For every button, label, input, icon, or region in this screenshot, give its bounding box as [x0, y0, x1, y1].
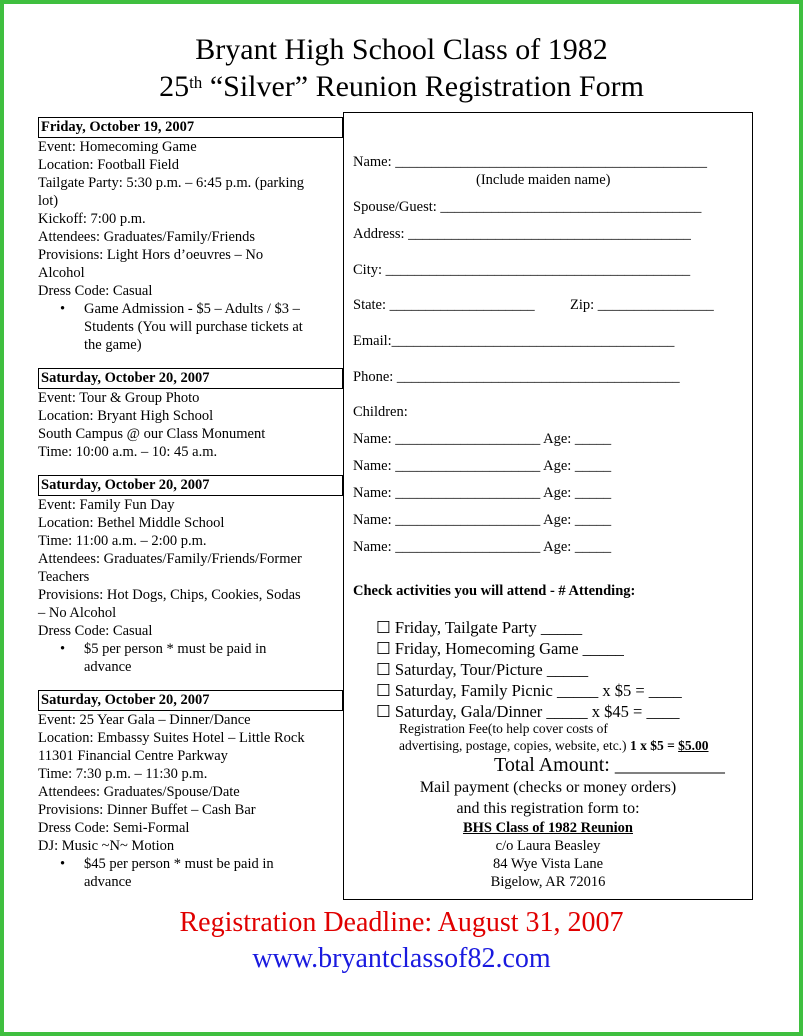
- event-line: Dress Code: Semi-Formal: [38, 820, 190, 836]
- event-line: Tailgate Party: 5:30 p.m. – 6:45 p.m. (parking: [38, 175, 304, 191]
- event-line: Attendees: Graduates/Family/Friends: [38, 229, 256, 245]
- child-row[interactable]: Name: ____________________ Age: _____: [353, 485, 612, 501]
- event-line: Kickoff: 7:00 p.m.: [38, 211, 146, 227]
- event-bullet: • $45 per person * must be paid in advance: [38, 855, 343, 891]
- event-line: Event: Homecoming Game: [38, 139, 197, 155]
- event-line: Event: Family Fun Day: [38, 497, 175, 513]
- activity-tour[interactable]: ☐ Saturday, Tour/Picture _____: [376, 660, 589, 679]
- form-title: Bryant High School Class of 1982: [195, 33, 608, 66]
- activity-gala[interactable]: ☐ Saturday, Gala/Dinner _____ x $45 = ____: [376, 702, 680, 721]
- event-line: Provisions: Hot Dogs, Chips, Cookies, Sodas: [38, 587, 301, 603]
- event-line: Provisions: Light Hors d’oeuvres – No: [38, 247, 264, 263]
- event-section-family-fun-day: [38, 475, 343, 676]
- event-line: Time: 11:00 a.m. – 2:00 p.m.: [38, 533, 207, 549]
- event-header: Friday, October 19, 2007: [38, 117, 343, 138]
- activity-tailgate[interactable]: ☐ Friday, Tailgate Party _____: [376, 618, 583, 637]
- event-line: Alcohol: [38, 265, 85, 281]
- registration-box: [343, 112, 753, 900]
- event-bullet: • $5 per person * must be paid in advance: [38, 640, 343, 676]
- city-field[interactable]: City: __________________________________________: [353, 262, 691, 278]
- event-line: South Campus @ our Class Monument: [38, 426, 266, 442]
- mail-city: Bigelow, AR 72016: [490, 874, 606, 890]
- event-header: Saturday, October 20, 2007: [38, 368, 343, 389]
- child-row[interactable]: Name: ____________________ Age: _____: [353, 458, 612, 474]
- event-header: Saturday, October 20, 2007: [38, 690, 343, 711]
- event-line: Attendees: Graduates/Spouse/Date: [38, 784, 240, 800]
- event-line: Location: Football Field: [38, 157, 179, 173]
- event-line: Location: Embassy Suites Hotel – Little Rock: [38, 730, 305, 746]
- event-line: Dress Code: Casual: [38, 623, 153, 639]
- event-line: Time: 7:30 p.m. – 11:30 p.m.: [38, 766, 208, 782]
- child-row[interactable]: Name: ____________________ Age: _____: [353, 539, 612, 555]
- registration-deadline: Registration Deadline: August 31, 2007: [179, 907, 624, 938]
- mail-care-of: c/o Laura Beasley: [495, 838, 601, 854]
- event-line: Location: Bethel Middle School: [38, 515, 225, 531]
- event-header: Saturday, October 20, 2007: [38, 475, 343, 496]
- event-line: DJ: Music ~N~ Motion: [38, 838, 175, 854]
- event-line: lot): [38, 193, 59, 209]
- mail-street: 84 Wye Vista Lane: [492, 856, 604, 872]
- children-label: Children:: [353, 404, 408, 420]
- event-line: Provisions: Dinner Buffet – Cash Bar: [38, 802, 256, 818]
- activities-heading: Check activities you will attend - # Attending:: [353, 583, 636, 599]
- event-line: Teachers: [38, 569, 90, 585]
- phone-field[interactable]: Phone: _______________________________________: [353, 369, 680, 385]
- website-link[interactable]: www.bryantclassof82.com: [252, 943, 551, 974]
- event-section-gala: [38, 690, 343, 891]
- event-line: Time: 10:00 a.m. – 10: 45 a.m.: [38, 444, 218, 460]
- activity-homecoming[interactable]: ☐ Friday, Homecoming Game _____: [376, 639, 624, 658]
- event-line: Attendees: Graduates/Family/Friends/Former: [38, 551, 302, 567]
- event-line: Event: Tour & Group Photo: [38, 390, 200, 406]
- event-line: Location: Bryant High School: [38, 408, 214, 424]
- event-line: Dress Code: Casual: [38, 283, 153, 299]
- form-subtitle: 25th “Silver” Reunion Registration Form: [159, 70, 644, 103]
- maiden-name-note: (Include maiden name): [476, 172, 611, 188]
- event-line: 11301 Financial Centre Parkway: [38, 748, 228, 764]
- fee-note: Registration Fee(to help cover costs of: [399, 721, 608, 736]
- fee-line: advertising, postage, copies, website, etc.) 1 x $5 = $5.00: [399, 738, 709, 753]
- child-row[interactable]: Name: ____________________ Age: _____: [353, 431, 612, 447]
- event-section-homecoming: [38, 117, 343, 354]
- state-field[interactable]: State: ____________________: [353, 297, 535, 313]
- zip-field[interactable]: Zip: ________________: [570, 297, 714, 313]
- address-field[interactable]: Address: _______________________________________: [353, 226, 691, 242]
- spouse-field[interactable]: Spouse/Guest: ____________________________________: [353, 199, 702, 215]
- child-row[interactable]: Name: ____________________ Age: _____: [353, 512, 612, 528]
- total-amount[interactable]: Total Amount: ___________: [494, 754, 725, 776]
- mail-instructions-1: Mail payment (checks or money orders): [419, 779, 677, 796]
- event-line: Event: 25 Year Gala – Dinner/Dance: [38, 712, 251, 728]
- event-bullet: • Game Admission - $5 – Adults / $3 – Students (You will purchase tickets at the game): [38, 300, 343, 354]
- mail-instructions-2: and this registration form to:: [456, 800, 640, 817]
- name-field[interactable]: Name: ___________________________________________: [353, 154, 708, 170]
- mail-organization: BHS Class of 1982 Reunion: [462, 820, 633, 836]
- email-field[interactable]: Email:_______________________________________: [353, 333, 675, 349]
- event-line: – No Alcohol: [38, 605, 117, 621]
- event-section-tour: [38, 368, 343, 461]
- activity-picnic[interactable]: ☐ Saturday, Family Picnic _____ x $5 = ____: [376, 681, 682, 700]
